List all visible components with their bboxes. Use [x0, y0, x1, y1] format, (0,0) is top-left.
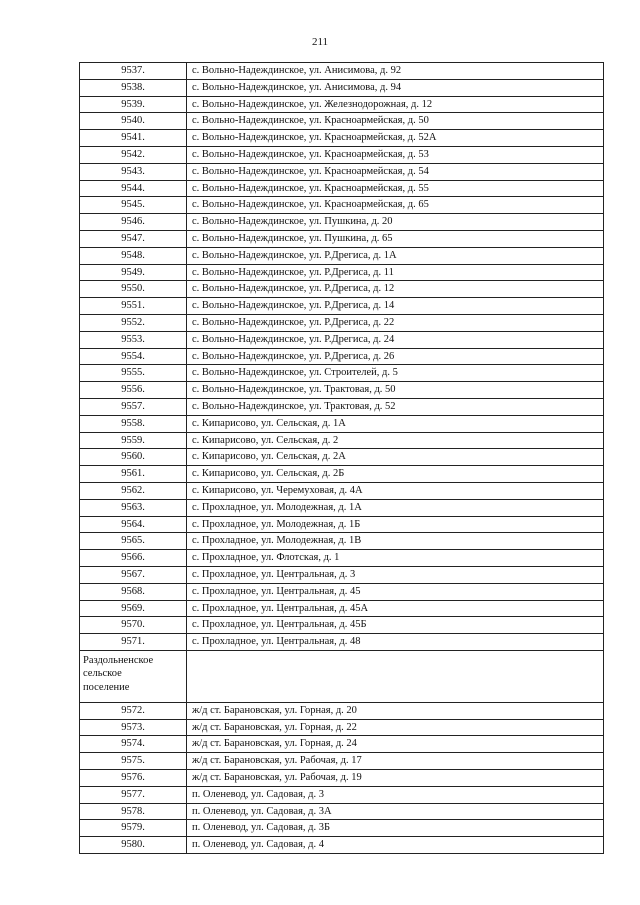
row-address: с. Вольно-Надеждинское, ул. Красноармейская, д. 52А	[192, 132, 437, 144]
row-address: с. Прохладное, ул. Центральная, д. 45А	[192, 602, 369, 614]
page-number: 211	[311, 36, 329, 48]
row-number: 9541.	[80, 130, 187, 146]
row-number: 9574.	[80, 736, 187, 752]
table-row	[80, 703, 603, 720]
row-address: с. Прохладное, ул. Флотская, д. 1	[192, 552, 340, 564]
row-address: с. Вольно-Надеждинское, ул. Красноармейская, д. 55	[192, 182, 429, 194]
row-address: ж/д ст. Барановская, ул. Горная, д. 22	[192, 721, 357, 733]
table-row	[80, 449, 603, 466]
table-row	[80, 820, 603, 837]
row-address: с. Вольно-Надеждинское, ул. Трактовая, д. 50	[192, 384, 396, 396]
table-row	[80, 753, 603, 770]
row-number: 9543.	[80, 164, 187, 180]
row-number: 9566.	[80, 550, 187, 566]
row-number: 9546.	[80, 214, 187, 230]
row-address: с. Вольно-Надеждинское, ул. Пушкина, д. 65	[192, 232, 393, 244]
section-title	[80, 651, 187, 702]
row-number: 9558.	[80, 416, 187, 432]
row-number: 9562.	[80, 483, 187, 499]
row-address: с. Прохладное, ул. Молодежная, д. 1А	[192, 501, 362, 513]
table-row	[80, 416, 603, 433]
row-address: с. Прохладное, ул. Центральная, д. 3	[192, 568, 356, 580]
row-number: 9570.	[80, 617, 187, 633]
row-address: с. Прохладное, ул. Центральная, д. 48	[192, 636, 361, 648]
row-number: 9560.	[80, 449, 187, 465]
row-number: 9551.	[80, 298, 187, 314]
row-number: 9550.	[80, 281, 187, 297]
table-row	[80, 787, 603, 804]
table-row	[80, 231, 603, 248]
row-address: с. Прохладное, ул. Центральная, д. 45	[192, 585, 361, 597]
row-number: 9539.	[80, 97, 187, 113]
row-address: с. Кипарисово, ул. Сельская, д. 1А	[192, 417, 346, 429]
table-row	[80, 63, 603, 80]
table-row	[80, 804, 603, 821]
table-row	[80, 130, 603, 147]
row-number: 9565.	[80, 533, 187, 549]
table-row	[80, 466, 603, 483]
row-number: 9577.	[80, 787, 187, 803]
row-number: 9554.	[80, 349, 187, 365]
row-address: с. Вольно-Надеждинское, ул. Красноармейская, д. 54	[192, 165, 429, 177]
row-address: с. Вольно-Надеждинское, ул. Строителей, д. 5	[192, 367, 398, 379]
table-row	[80, 298, 603, 315]
table-row	[80, 483, 603, 500]
table-row	[80, 97, 603, 114]
row-address: с. Вольно-Надеждинское, ул. Р.Дрегиса, д. 24	[192, 333, 395, 345]
table-row	[80, 399, 603, 416]
table-row	[80, 567, 603, 584]
table-group-upper	[80, 63, 603, 651]
row-address: с. Вольно-Надеждинское, ул. Железнодорожная, д. 12	[192, 98, 433, 110]
row-address: с. Вольно-Надеждинское, ул. Р.Дрегиса, д. 11	[192, 266, 394, 278]
row-number: 9555.	[80, 365, 187, 381]
row-number: 9540.	[80, 113, 187, 129]
table-row	[80, 720, 603, 737]
table-row	[80, 80, 603, 97]
address-table	[79, 62, 604, 854]
table-row	[80, 181, 603, 198]
row-address: с. Вольно-Надеждинское, ул. Пушкина, д. 20	[192, 216, 393, 228]
row-address: с. Прохладное, ул. Центральная, д. 45Б	[192, 619, 367, 631]
table-row	[80, 265, 603, 282]
row-number: 9559.	[80, 433, 187, 449]
row-address: с. Кипарисово, ул. Сельская, д. 2А	[192, 451, 346, 463]
table-row	[80, 433, 603, 450]
row-number: 9578.	[80, 804, 187, 820]
row-address: с. Вольно-Надеждинское, ул. Анисимова, д. 92	[192, 65, 402, 76]
row-address: ж/д ст. Барановская, ул. Горная, д. 24	[192, 738, 357, 750]
row-address: с. Вольно-Надеждинское, ул. Трактовая, д. 52	[192, 400, 396, 412]
row-number: 9548.	[80, 248, 187, 264]
section-title-line: сельское	[83, 668, 122, 680]
row-address: с. Вольно-Надеждинское, ул. Красноармейская, д. 65	[192, 199, 429, 211]
row-number: 9552.	[80, 315, 187, 331]
row-address: ж/д ст. Барановская, ул. Рабочая, д. 19	[192, 772, 362, 784]
table-row	[80, 214, 603, 231]
row-number: 9538.	[80, 80, 187, 96]
row-address: ж/д ст. Барановская, ул. Рабочая, д. 17	[192, 755, 362, 767]
row-address: с. Вольно-Надеждинское, ул. Р.Дрегиса, д. 1А	[192, 249, 397, 261]
row-number: 9571.	[80, 634, 187, 650]
table-row	[80, 332, 603, 349]
section-title-line: Раздольненское	[83, 654, 154, 666]
row-number: 9542.	[80, 147, 187, 163]
row-number: 9556.	[80, 382, 187, 398]
table-row	[80, 382, 603, 399]
row-number: 9568.	[80, 584, 187, 600]
table-row	[80, 617, 603, 634]
row-address: с. Прохладное, ул. Молодежная, д. 1Б	[192, 518, 361, 530]
row-number: 9561.	[80, 466, 187, 482]
row-address: с. Вольно-Надеждинское, ул. Р.Дрегиса, д. 12	[192, 283, 395, 295]
row-address: с. Вольно-Надеждинское, ул. Красноармейская, д. 50	[192, 115, 429, 127]
row-address: с. Вольно-Надеждинское, ул. Р.Дрегиса, д. 14	[192, 300, 395, 312]
table-row	[80, 315, 603, 332]
table-group-lower	[80, 703, 603, 854]
table-row	[80, 837, 603, 854]
row-number: 9549.	[80, 265, 187, 281]
row-address: с. Кипарисово, ул. Сельская, д. 2	[192, 434, 339, 446]
table-row	[80, 634, 603, 651]
row-address: с. Прохладное, ул. Молодежная, д. 1В	[192, 535, 362, 547]
row-number: 9564.	[80, 517, 187, 533]
row-number: 9569.	[80, 601, 187, 617]
table-row	[80, 517, 603, 534]
table-row	[80, 113, 603, 130]
table-row	[80, 349, 603, 366]
table-row	[80, 736, 603, 753]
table-row	[80, 584, 603, 601]
table-row	[80, 164, 603, 181]
row-address: с. Вольно-Надеждинское, ул. Анисимова, д. 94	[192, 81, 402, 93]
section-row	[80, 651, 603, 703]
row-number: 9573.	[80, 720, 187, 736]
row-number: 9547.	[80, 231, 187, 247]
row-number: 9576.	[80, 770, 187, 786]
row-address: с. Кипарисово, ул. Сельская, д. 2Б	[192, 468, 345, 480]
table-row	[80, 365, 603, 382]
table-row	[80, 281, 603, 298]
row-address: п. Оленевод, ул. Садовая, д. 4	[192, 839, 324, 851]
row-number: 9544.	[80, 181, 187, 197]
table-row	[80, 248, 603, 265]
row-address: п. Оленевод, ул. Садовая, д. 3Б	[192, 822, 331, 834]
row-number: 9572.	[80, 703, 187, 719]
row-address: п. Оленевод, ул. Садовая, д. 3А	[192, 805, 332, 817]
row-number: 9575.	[80, 753, 187, 769]
row-address: с. Вольно-Надеждинское, ул. Р.Дрегиса, д. 26	[192, 350, 395, 362]
table-row	[80, 550, 603, 567]
section-title-line: поселение	[83, 681, 130, 693]
row-number: 9557.	[80, 399, 187, 415]
table-row	[80, 770, 603, 787]
row-number: 9580.	[80, 837, 187, 853]
table-row	[80, 533, 603, 550]
section-empty-cell	[187, 651, 603, 702]
row-address: с. Кипарисово, ул. Черемуховая, д. 4А	[192, 484, 363, 496]
row-number: 9545.	[80, 197, 187, 213]
row-number: 9553.	[80, 332, 187, 348]
row-address: ж/д ст. Барановская, ул. Горная, д. 20	[192, 704, 357, 716]
row-address: с. Вольно-Надеждинское, ул. Красноармейская, д. 53	[192, 148, 429, 160]
table-row	[80, 500, 603, 517]
row-address: с. Вольно-Надеждинское, ул. Р.Дрегиса, д. 22	[192, 316, 395, 328]
row-number: 9567.	[80, 567, 187, 583]
row-number: 9563.	[80, 500, 187, 516]
table-row	[80, 147, 603, 164]
row-number: 9579.	[80, 820, 187, 836]
row-number: 9537.	[80, 63, 187, 79]
row-address: п. Оленевод, ул. Садовая, д. 3	[192, 788, 324, 800]
table-row	[80, 601, 603, 618]
table-row	[80, 197, 603, 214]
